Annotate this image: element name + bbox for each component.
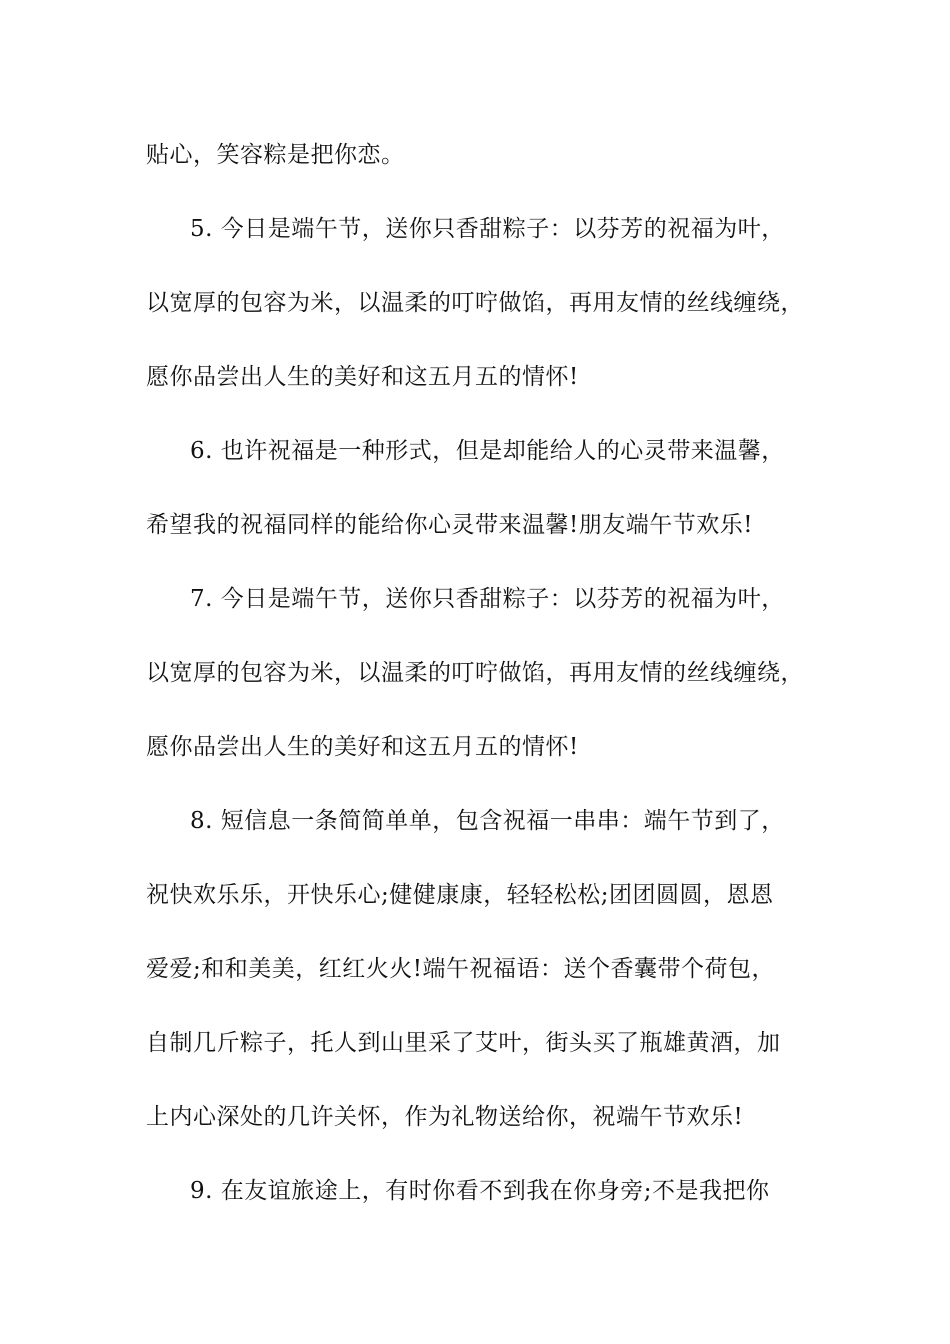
item-6-line-1: 6. 也许祝福是一种形式，但是却能给人的心灵带来温馨，: [190, 438, 785, 464]
item-5-line-1: 5. 今日是端午节，送你只香甜粽子：以芬芳的祝福为叶，: [190, 216, 785, 242]
item-7-line-2: 以宽厚的包容为米，以温柔的叮咛做馅，再用友情的丝线缠绕，: [146, 660, 804, 686]
item-6-line-2: 希望我的祝福同样的能给你心灵带来温馨!朋友端午节欢乐!: [146, 512, 753, 538]
item-8-line-2: 祝快欢乐乐，开快乐心;健健康康，轻轻松松;团团圆圆，恩恩: [146, 882, 774, 908]
item-8-line-1: 8. 短信息一条简简单单，包含祝福一串串：端午节到了，: [190, 808, 785, 834]
item-5-line-2: 以宽厚的包容为米，以温柔的叮咛做馅，再用友情的丝线缠绕，: [146, 290, 804, 316]
item-5-line-3: 愿你品尝出人生的美好和这五月五的情怀!: [146, 364, 579, 390]
item-8-line-4: 自制几斤粽子，托人到山里采了艾叶，街头买了瓶雄黄酒，加: [146, 1030, 781, 1056]
text-line: 贴心，笑容粽是把你恋。: [146, 142, 405, 168]
item-7-line-1: 7. 今日是端午节，送你只香甜粽子：以芬芳的祝福为叶，: [190, 586, 785, 612]
item-7-line-3: 愿你品尝出人生的美好和这五月五的情怀!: [146, 734, 579, 760]
item-8-line-3: 爱爱;和和美美，红红火火!端午祝福语：送个香囊带个荷包，: [146, 956, 775, 982]
item-9-line-1: 9. 在友谊旅途上，有时你看不到我在你身旁;不是我把你: [190, 1178, 770, 1204]
item-8-line-5: 上内心深处的几许关怀，作为礼物送给你，祝端午节欢乐!: [146, 1104, 744, 1130]
